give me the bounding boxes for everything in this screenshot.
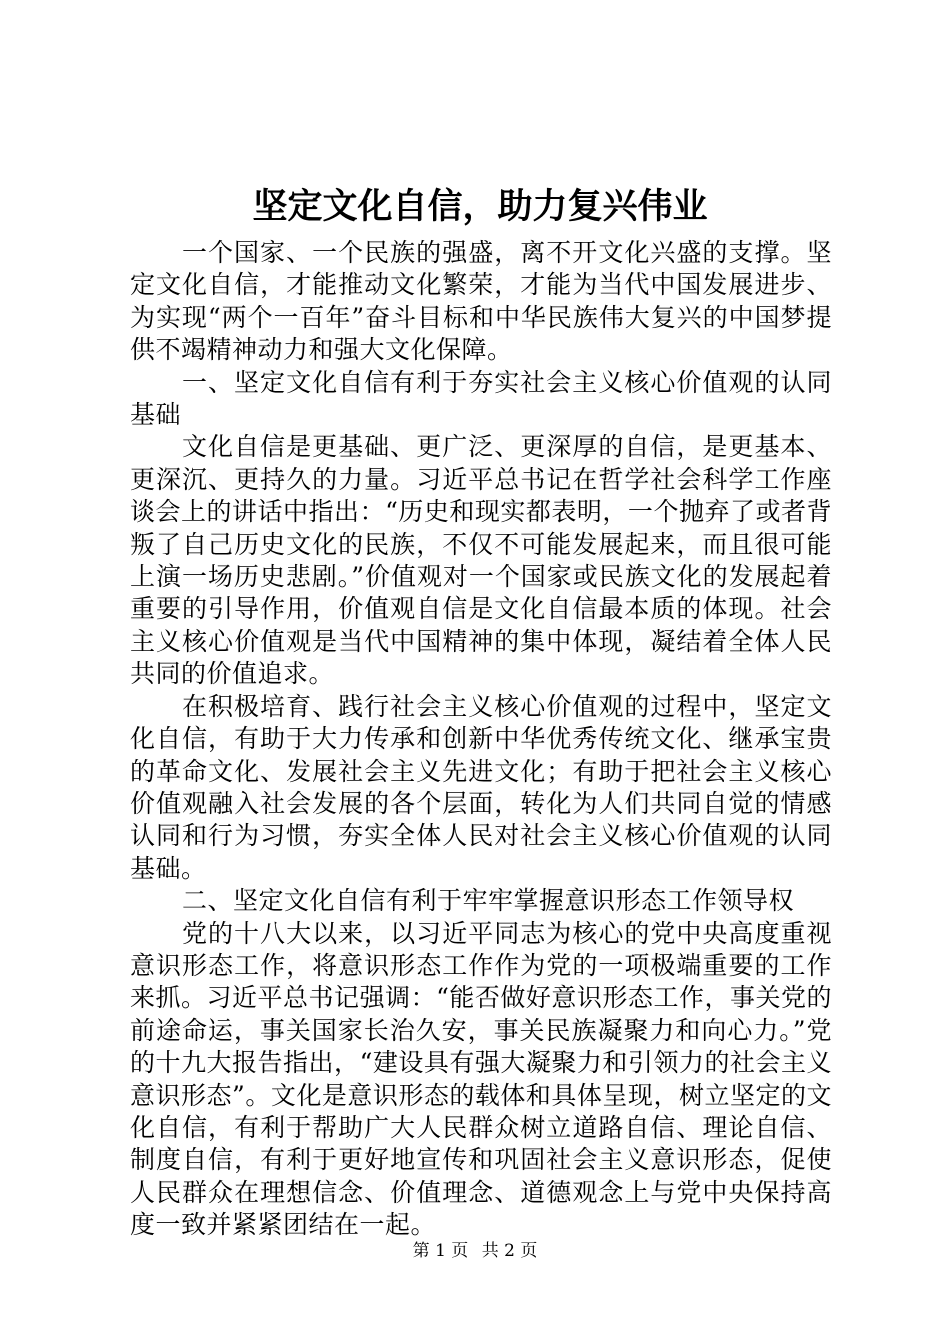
paragraph-section2-a: 党的十八大以来，以习近平同志为核心的党中央高度重视意识形态工作，将意识形态工作作为党的一项极端重要的工作来抓。习近平总书记强调：“能否做好意识形态工作，事关党的前途命运，事关国家长治久安，事关民族凝聚力和向心力。”党的十九大报告指出，“建设具有强大凝聚力和引领力的社会主义意识形态”。文化是意识形态的载体和具体呈现，树立坚定的文化自信，有利于帮助广大人民群众树立道路自信、理论自信、制度自信，有利于更好地宣传和巩固社会主义意识形态，促使人民群众在理想信念、价值理念、道德观念上与党中央保持高度一致并紧紧团结在一起。 (130, 918, 832, 1240)
paragraph-section1-b: 在积极培育、践行社会主义核心价值观的过程中，坚定文化自信，有助于大力传承和创新中华优秀传统文化、继承宝贵的革命文化、发展社会主义先进文化；有助于把社会主义核心价值观融入社会发展的各个层面，转化为人们共同自觉的情感认同和行为习惯，夯实全体人民对社会主义核心价值观的认同基础。 (130, 691, 832, 883)
section-heading-1: 一、坚定文化自信有利于夯实社会主义核心价值观的认同基础 (130, 367, 832, 430)
paragraph-intro: 一个国家、一个民族的强盛，离不开文化兴盛的支撑。坚定文化自信，才能推动文化繁荣，才能为当代中国发展进步、为实现“两个一百年”奋斗目标和中华民族伟大复兴的中国梦提供不竭精神动力和强大文化保障。 (130, 238, 832, 365)
section-heading-2: 二、坚定文化自信有利于牢牢掌握意识形态工作领导权 (182, 886, 795, 916)
document-body (130, 237, 832, 1242)
paragraph-section1-a: 文化自信是更基础、更广泛、更深厚的自信，是更基本、更深沉、更持久的力量。习近平总书记在哲学社会科学工作座谈会上的讲话中指出：“历史和现实都表明，一个抛弃了或者背叛了自己历史文化的民族，不仅不可能发展起来，而且很可能上演一场历史悲剧。”价值观对一个国家或民族文化的发展起着重要的引导作用，价值观自信是文化自信最本质的体现。社会主义核心价值观是当代中国精神的集中体现，凝结着全体人民共同的价值追求。 (130, 432, 832, 689)
page-number: 第 1 页 (412, 1241, 469, 1261)
document-title: 坚定文化自信，助力复兴伟业 (252, 186, 708, 227)
page-footer (0, 1240, 950, 1262)
page-total: 共 2 页 (481, 1241, 538, 1261)
